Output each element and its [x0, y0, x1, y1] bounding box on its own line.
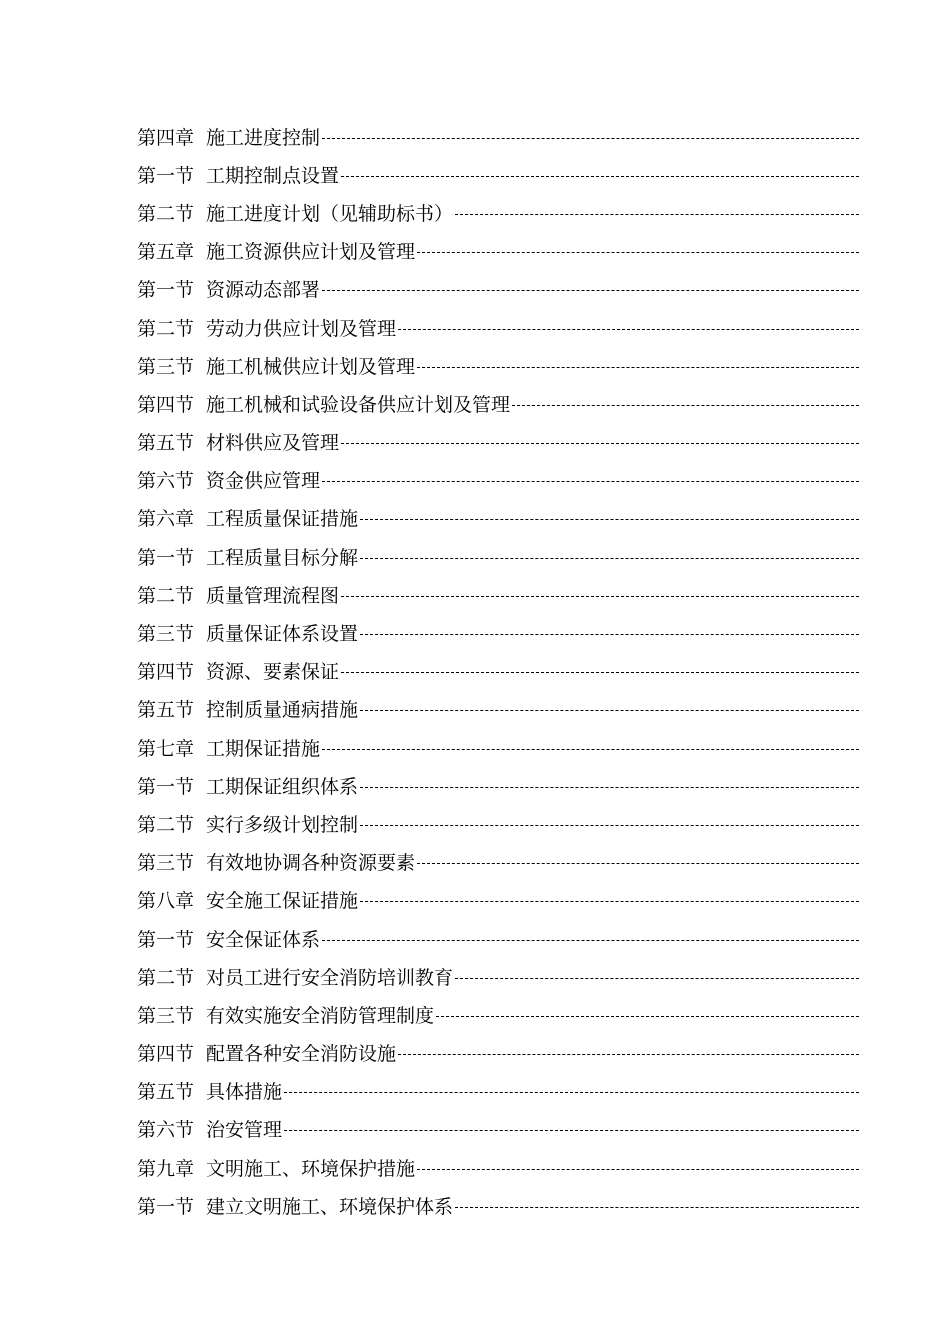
- toc-entry-label: 第一节: [137, 546, 195, 569]
- toc-entry-title: 材料供应及管理: [206, 432, 340, 455]
- toc-leader-dashes: [455, 978, 859, 979]
- toc-entry: [137, 690, 859, 728]
- toc-entry: [137, 1110, 859, 1148]
- toc-entry-label: 第二节: [137, 584, 195, 607]
- toc-leader-dashes: [360, 634, 859, 635]
- toc-entry-label: 第五节: [137, 1081, 195, 1104]
- toc-entry: [137, 384, 859, 422]
- toc-entry-title: 工期保证组织体系: [206, 775, 359, 798]
- toc-entry: [137, 957, 859, 995]
- toc-entry-title: 文明施工、环境保护措施: [206, 1157, 416, 1180]
- toc-leader-dashes: [417, 863, 859, 864]
- toc-leader-dashes: [322, 481, 859, 482]
- toc-entry: [137, 804, 859, 842]
- toc-entry-title: 有效实施安全消防管理制度: [206, 1004, 435, 1027]
- toc-leader-dashes: [284, 1130, 859, 1131]
- toc-entry: [137, 232, 859, 270]
- toc-leader-dashes: [398, 1054, 859, 1055]
- toc-entry-label: 第二节: [137, 966, 195, 989]
- toc-entry-title: 工期控制点设置: [206, 164, 340, 187]
- toc-leader-dashes: [417, 1169, 859, 1170]
- toc-entry: [137, 766, 859, 804]
- toc-entry-title: 资源、要素保证: [206, 661, 340, 684]
- toc-entry: [137, 1034, 859, 1072]
- toc-entry-title: 配置各种安全消防设施: [206, 1043, 397, 1066]
- toc-entry-label: 第五节: [137, 432, 195, 455]
- toc-leader-dashes: [341, 672, 859, 673]
- toc-entry-label: 第八章: [137, 890, 195, 913]
- toc-entry-label: 第七章: [137, 737, 195, 760]
- toc-entry-label: 第二节: [137, 813, 195, 836]
- toc-entry-title: 安全施工保证措施: [206, 890, 359, 913]
- toc-leader-dashes: [360, 558, 859, 559]
- toc-entry-label: 第九章: [137, 1157, 195, 1180]
- toc-entry-title: 施工进度控制: [206, 126, 321, 149]
- toc-entry-title: 对员工进行安全消防培训教育: [206, 966, 454, 989]
- toc-leader-dashes: [322, 749, 859, 750]
- toc-entry: [137, 575, 859, 613]
- toc-entry: [137, 1072, 859, 1110]
- toc-entry: [137, 155, 859, 193]
- toc-entry-label: 第二节: [137, 202, 195, 225]
- toc-entry-label: 第三节: [137, 1004, 195, 1027]
- toc-entry-title: 质量保证体系设置: [206, 623, 359, 646]
- toc-leader-dashes: [341, 443, 859, 444]
- toc-entry-title: 施工机械供应计划及管理: [206, 355, 416, 378]
- toc-entry: [137, 613, 859, 651]
- toc-entry: [137, 537, 859, 575]
- toc-entry: [137, 346, 859, 384]
- toc-leader-dashes: [360, 901, 859, 902]
- toc-entry-label: 第三节: [137, 852, 195, 875]
- toc-entry-title: 施工机械和试验设备供应计划及管理: [206, 393, 511, 416]
- toc-entry-title: 施工进度计划（见辅助标书）: [206, 202, 454, 225]
- toc-leader-dashes: [455, 1207, 859, 1208]
- toc-entry-title: 具体措施: [206, 1081, 283, 1104]
- toc-entry: [137, 919, 859, 957]
- toc-entry-title: 控制质量通病措施: [206, 699, 359, 722]
- toc-entry-label: 第四章: [137, 126, 195, 149]
- toc-leader-dashes: [360, 787, 859, 788]
- toc-leader-dashes: [417, 252, 859, 253]
- toc-entry: [137, 193, 859, 231]
- toc-entry: [137, 995, 859, 1033]
- toc-entry-title: 工期保证措施: [206, 737, 321, 760]
- toc-entry-label: 第四节: [137, 661, 195, 684]
- toc-leader-dashes: [360, 519, 859, 520]
- toc-entry-title: 治安管理: [206, 1119, 283, 1142]
- toc-entry-label: 第三节: [137, 623, 195, 646]
- toc-entry: [137, 308, 859, 346]
- toc-leader-dashes: [341, 176, 859, 177]
- toc-leader-dashes: [322, 138, 859, 139]
- toc-entry-label: 第一节: [137, 928, 195, 951]
- toc-entry-title: 资源动态部署: [206, 279, 321, 302]
- toc-entry: [137, 881, 859, 919]
- toc-entry: [137, 423, 859, 461]
- toc-entry-label: 第六节: [137, 470, 195, 493]
- toc-entry-label: 第一节: [137, 164, 195, 187]
- toc-leader-dashes: [360, 710, 859, 711]
- toc-entry-title: 工程质量保证措施: [206, 508, 359, 531]
- toc-entry-title: 工程质量目标分解: [206, 546, 359, 569]
- toc-entry-label: 第四节: [137, 393, 195, 416]
- toc-entry: [137, 652, 859, 690]
- toc-entry: [137, 1148, 859, 1186]
- toc-entry: [137, 1186, 859, 1224]
- toc-entry-title: 资金供应管理: [206, 470, 321, 493]
- toc-entry-title: 劳动力供应计划及管理: [206, 317, 397, 340]
- toc-entry-label: 第四节: [137, 1043, 195, 1066]
- toc-entry-label: 第六章: [137, 508, 195, 531]
- toc-entry: [137, 270, 859, 308]
- toc-leader-dashes: [436, 1016, 859, 1017]
- toc-entry-title: 有效地协调各种资源要素: [206, 852, 416, 875]
- toc-entry-label: 第二节: [137, 317, 195, 340]
- table-of-contents: [137, 117, 859, 1224]
- toc-entry: [137, 117, 859, 155]
- toc-leader-dashes: [512, 405, 859, 406]
- toc-leader-dashes: [322, 940, 859, 941]
- toc-entry-label: 第一节: [137, 279, 195, 302]
- toc-leader-dashes: [360, 825, 859, 826]
- toc-entry-label: 第五章: [137, 241, 195, 264]
- toc-entry: [137, 843, 859, 881]
- toc-entry-label: 第三节: [137, 355, 195, 378]
- toc-entry: [137, 499, 859, 537]
- toc-entry-title: 建立文明施工、环境保护体系: [206, 1195, 454, 1218]
- toc-entry-title: 安全保证体系: [206, 928, 321, 951]
- toc-entry: [137, 728, 859, 766]
- toc-leader-dashes: [398, 329, 859, 330]
- toc-entry-title: 施工资源供应计划及管理: [206, 241, 416, 264]
- toc-entry-label: 第五节: [137, 699, 195, 722]
- toc-leader-dashes: [322, 290, 859, 291]
- toc-entry-title: 实行多级计划控制: [206, 813, 359, 836]
- toc-entry: [137, 461, 859, 499]
- toc-leader-dashes: [417, 367, 859, 368]
- toc-leader-dashes: [284, 1092, 859, 1093]
- toc-leader-dashes: [455, 214, 859, 215]
- toc-entry-label: 第一节: [137, 775, 195, 798]
- toc-entry-title: 质量管理流程图: [206, 584, 340, 607]
- toc-leader-dashes: [341, 596, 859, 597]
- toc-entry-label: 第六节: [137, 1119, 195, 1142]
- toc-entry-label: 第一节: [137, 1195, 195, 1218]
